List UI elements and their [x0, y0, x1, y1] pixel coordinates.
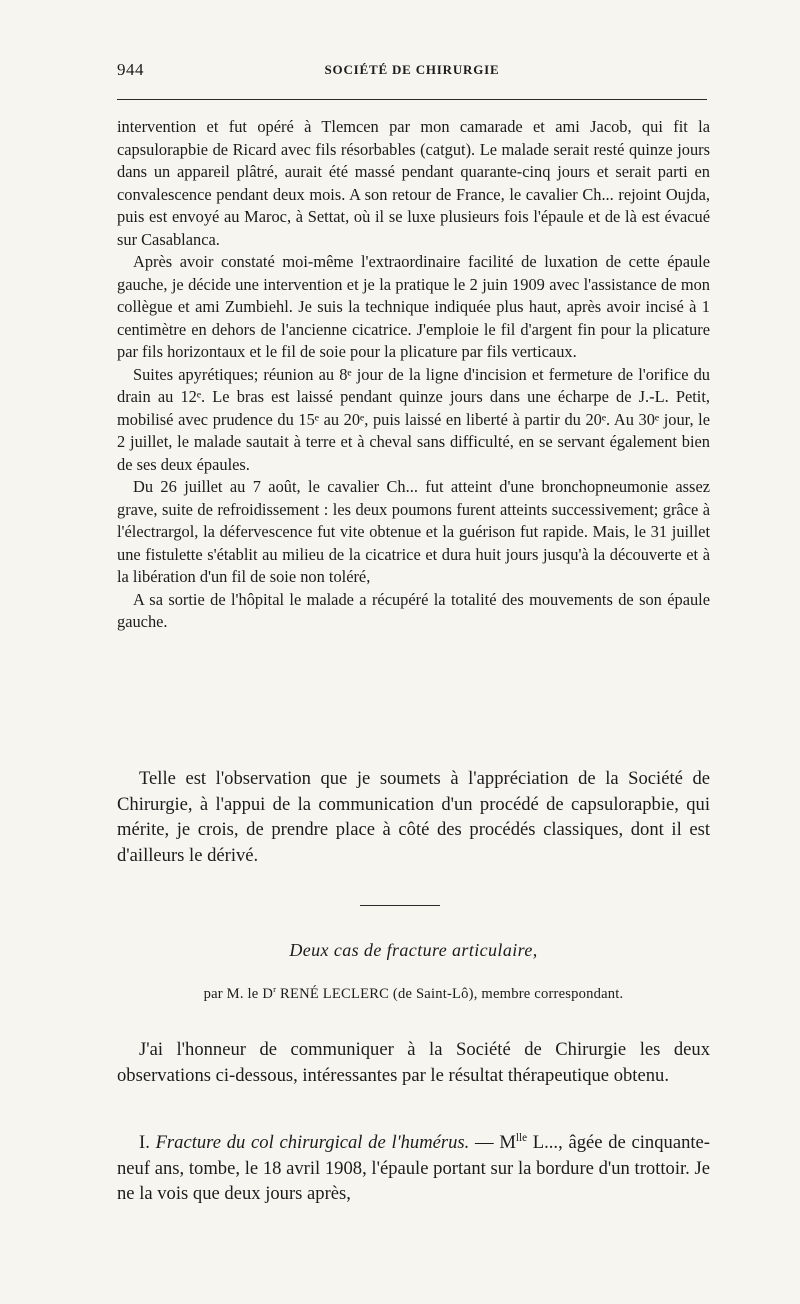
- observation-title: Fracture du col chirurgical de l'humérus.: [155, 1132, 470, 1153]
- header-rule: [117, 99, 707, 100]
- paragraph: Telle est l'observation que je soumets à l'appréciation de la Société de Chirurgie, à l'appui de la communication d'un procédé de capsulorapbie, qui mérite, je crois, de prendre place à côté des procédés classiques, dont il est d'ailleurs le dérivé.: [117, 768, 710, 866]
- paragraph: [117, 1130, 710, 1207]
- paragraph: Après avoir constaté moi-même l'extraordinaire facilité de luxation de cette épaule gauche, je décide une intervention et je la pratique le 2 juin 1909 avec l'assistance de mon collègue et ami Zumbiehl. Je suis la technique indiquée plus haut, après avoir incisé à 1 centimètre en dehors de l'ancienne cicatrice. J'emploie le fil d'argent fin pour la plicature par fils horizontaux et le fil de soie pour la plicature par fils verticaux.: [117, 252, 710, 361]
- author-sup: r: [273, 984, 277, 995]
- paragraph: A sa sortie de l'hôpital le malade a récupéré la totalité des mouvements de son épaule gauche.: [117, 589, 710, 631]
- observation-text: [117, 1130, 710, 1207]
- observation-dash: — M: [469, 1132, 516, 1153]
- paragraph: J'ai l'honneur de communiquer à la Société de Chirurgie les deux observations ci-dessous, intéressantes par le résultat thérapeutique obtenu.: [117, 1039, 710, 1086]
- paragraph: intervention et fut opéré à Tlemcen par mon camarade et ami Jacob, qui fit la capsulorapbie de Ricard avec fils résorbables (catgut). Le malade serait resté quinze jours dans un appareil plâtré, aurait été massé pendant quarante-cinq jours et serait parti en convalescence pendant deux mois. A son retour de France, le cavalier Ch... rejoint Oujda, puis est envoyé au Maroc, à Settat, où il se luxe plusieurs fois l'épaule et de là est évacué sur Casablanca.: [117, 117, 710, 249]
- article-author: [117, 986, 710, 1003]
- case-report-text: [117, 116, 710, 634]
- observation-sup: lle: [515, 1131, 528, 1144]
- article-title: Deux cas de fracture articulaire,: [289, 940, 538, 960]
- author-rest: RENÉ LECLERC (de Saint-Lô), membre correspondant.: [276, 986, 624, 1002]
- page-number: 944: [117, 60, 144, 79]
- intro-text: [117, 1037, 710, 1088]
- paragraph: Du 26 juillet au 7 août, le cavalier Ch... fut atteint d'une bronchopneumonie assez grave, suite de refroidissement : les deux poumons furent atteints successivement; grâce à l'électrargol, la défervescence fut vite obtenue et la guérison fut rapide. Mais, le 31 juillet une fistulette s'établit au milieu de la cicatrice et dura huit jours jusqu'à la découverte et à la libération d'un fil de soie non toléré,: [117, 477, 710, 586]
- observation-body: L..., âgée de cinquante-neuf ans, tombe, le 18 avril 1908, l'épaule portant sur la bordure d'un trottoir. Je ne la vois que deux jours après,: [117, 1132, 710, 1204]
- paragraph: Suites apyrétiques; réunion au 8ᵉ jour de la ligne d'incision et fermeture de l'orifice du drain au 12ᵉ. Le bras est laissé pendant quinze jours dans une écharpe de J.-L. Petit, mobilisé avec prudence du 15ᵉ au 20ᵉ, puis laissé en liberté à partir du 20ᵉ. Au 30ᵉ jour, le 2 juillet, le malade sautait à terre et à cheval sans difficulté, en se servant également bien de ses deux épaules.: [117, 364, 710, 474]
- page-header: [117, 58, 707, 88]
- author-prefix: par M. le D: [203, 986, 274, 1002]
- conclusion-text: [117, 766, 710, 868]
- observation-number: I.: [139, 1132, 156, 1153]
- section-separator: [360, 905, 440, 906]
- running-head: SOCIÉTÉ DE CHIRURGIE: [324, 62, 500, 77]
